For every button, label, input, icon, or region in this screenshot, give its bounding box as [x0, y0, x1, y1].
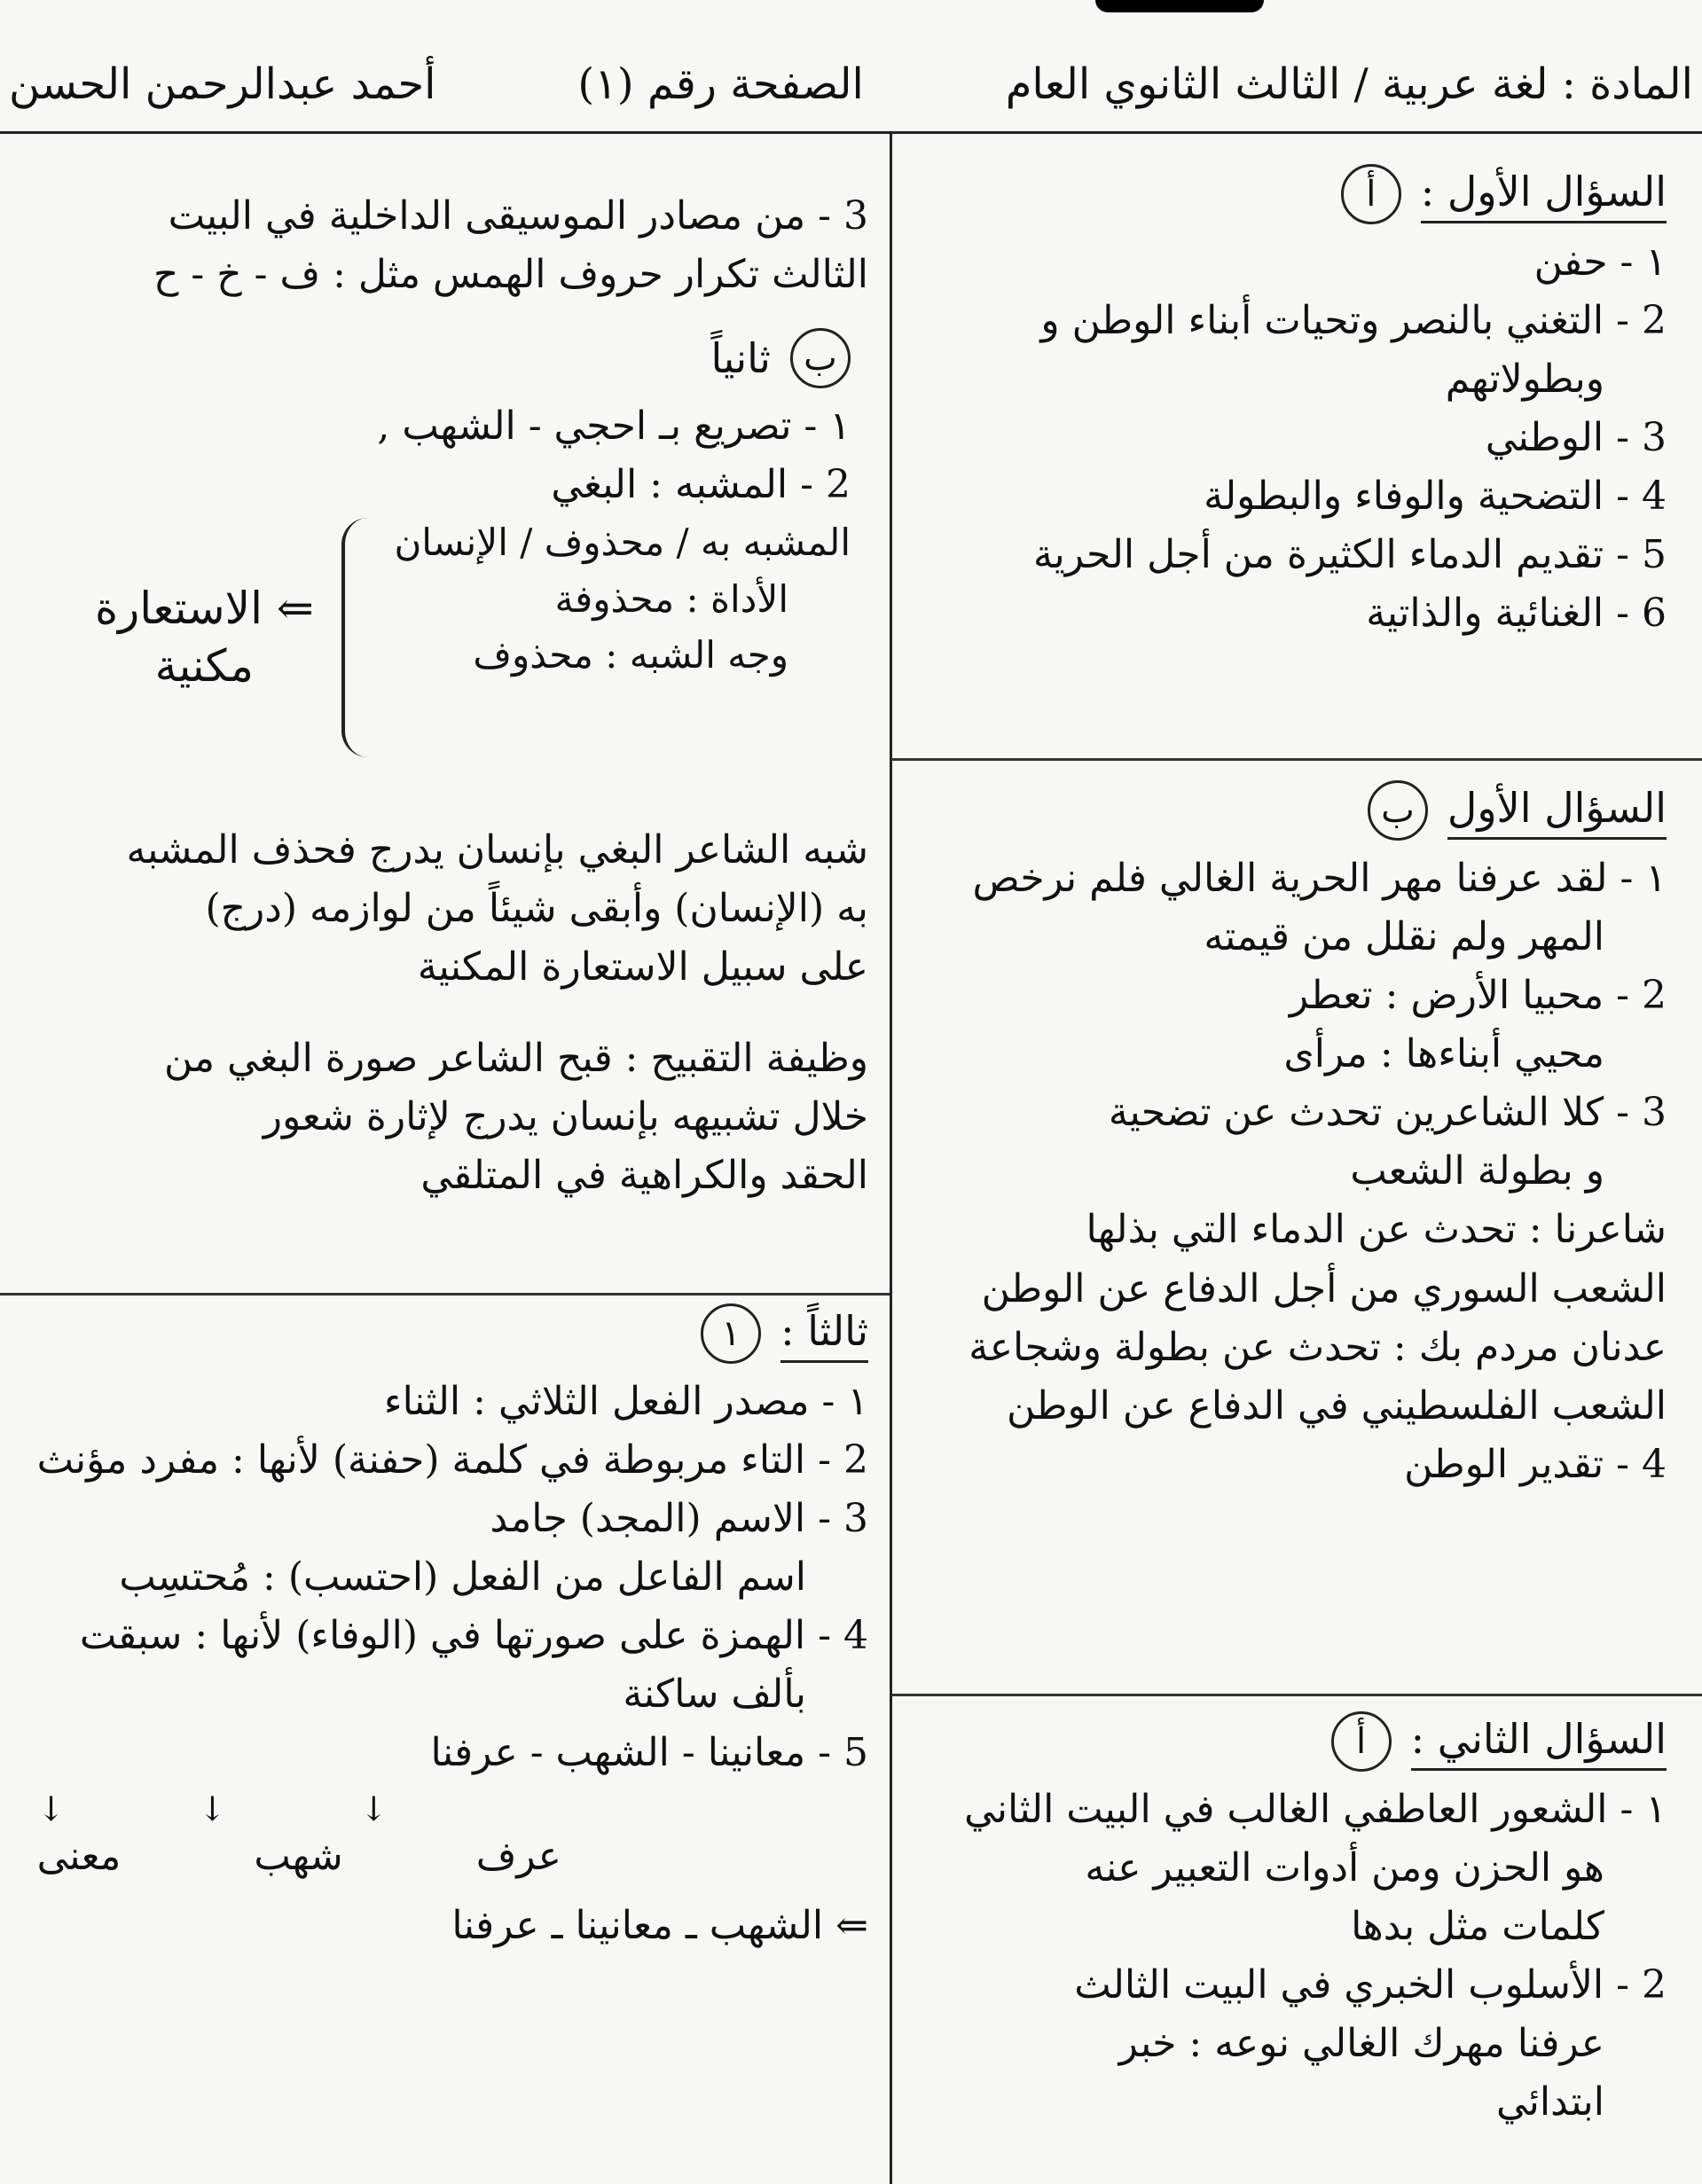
second-b-item: 2 - المشبه : البغي	[551, 462, 851, 508]
metaphor-label: ⇐ الاستعارة مكنية	[94, 583, 314, 693]
right-divider-1	[891, 758, 1702, 761]
header-page: الصفحة رقم (١)	[577, 59, 864, 109]
function-line: خلال تشبيهه بإنسان يدرج لإثارة شعور	[263, 1094, 868, 1140]
third-a-item: اسم الفاعل من الفعل (احتسب) : مُحتسِب	[119, 1554, 806, 1601]
explain-line: على سبيل الاستعارة المكنية	[417, 944, 868, 990]
left-top-item: 3 - من مصادر الموسيقى الداخلية في البيت	[168, 193, 868, 239]
q1a-item: 2 - التغني بالنصر وتحيات أبناء الوطن و	[1040, 298, 1667, 344]
q1a-item: 4 - التضحية والوفاء والبطولة	[1204, 474, 1667, 520]
q1a-item: 5 - تقديم الدماء الكثيرة من أجل الحرية	[1032, 532, 1667, 578]
q1a-item: 3 - الوطني	[1485, 415, 1667, 461]
root-word: معنى	[36, 1833, 122, 1879]
third-a-badge: ١	[701, 1303, 761, 1364]
ink-blot	[1095, 0, 1264, 12]
second-b-title: ثانياً	[710, 333, 771, 382]
q1a-item: وبطولاتهم	[1445, 356, 1604, 403]
third-a-item: بألف ساكنة	[623, 1671, 806, 1718]
sheet-header	[9, 40, 1693, 129]
left-top-item: الثالث تكرار حروف الهمس مثل : ف - خ - ح	[153, 252, 868, 298]
q1b-item: 2 - محبيا الأرض : تعطر	[1289, 973, 1667, 1019]
section-function	[164, 1033, 868, 1209]
q1b-heading	[969, 780, 1667, 841]
q1b-badge: ب	[1368, 780, 1428, 841]
q1a-item: ١ - حفن	[1533, 239, 1667, 285]
q2a-item: ١ - الشعور العاطفي الغالب في البيت الثاني	[964, 1787, 1667, 1832]
q2a-item: هو الحزن ومن أدوات التعبير عنه	[1085, 1845, 1604, 1891]
third-a-item: 5 - معانينا - الشهب - عرفنا	[430, 1730, 868, 1776]
q1a-item: 6 - الغنائية والذاتية	[1366, 591, 1667, 637]
q1a-heading	[1033, 164, 1667, 224]
section-q1b	[969, 780, 1667, 1498]
second-b-item: ١ - تصريع بـ احجي - الشهب ,	[377, 403, 851, 449]
simile-part: وجه الشبه : محذوف	[473, 633, 788, 677]
explain-line: شبه الشاعر البغي بإنسان يدرج فحذف المشبه	[126, 827, 868, 873]
section-explanation	[127, 825, 868, 1000]
simile-breakdown	[94, 518, 851, 693]
section-second-b	[94, 328, 851, 693]
second-b-heading	[377, 328, 851, 388]
function-line: وظيفة التقبيح : قبح الشاعر صورة البغي من	[163, 1036, 868, 1081]
word-roots	[37, 1831, 868, 1883]
q2a-item: كلمات مثل بدها	[1351, 1904, 1604, 1950]
q2a-item: ابتدائي	[1496, 2079, 1604, 2125]
q1b-title: السؤال الأول	[1447, 781, 1667, 840]
root-arrows	[37, 1787, 868, 1831]
q1b-item: ١ - لقد عرفنا مهر الحرية الغالي فلم نرخص	[972, 856, 1667, 901]
q1b-item: الشعب السوري من أجل الدفاع عن الوطن	[981, 1265, 1667, 1311]
third-a-heading	[37, 1303, 868, 1364]
root-word: شهب	[254, 1833, 343, 1879]
left-divider-1	[0, 1293, 890, 1296]
simile-part: الأداة : محذوفة	[554, 576, 788, 621]
q2a-title: السؤال الثاني :	[1411, 1712, 1667, 1771]
arrow-glyph: ↓	[359, 1789, 388, 1828]
q1b-item: الشعب الفلسطيني في الدفاع عن الوطن	[1006, 1382, 1667, 1429]
q1b-item: محيي أبناءها : مرأى	[1283, 1031, 1604, 1077]
q1b-item: المهر ولم نقلل من قيمته	[1204, 914, 1604, 960]
second-b-badge: ب	[790, 328, 851, 388]
q2a-item: عرفنا مهرك الغالي نوعه : خبر	[1118, 2021, 1604, 2067]
third-a-item: 3 - الاسم (المجد) جامد	[490, 1496, 868, 1542]
q1b-item: 4 - تقدير الوطن	[1404, 1441, 1667, 1487]
function-line: الحقد والكراهية في المتلقي	[420, 1153, 868, 1199]
q2a-item: 2 - الأسلوب الخبري في البيت الثالث	[1074, 1962, 1667, 2008]
arrow-glyph: ↓	[198, 1789, 227, 1828]
arrow-glyph: ↓	[36, 1789, 66, 1828]
column-divider	[890, 133, 892, 2184]
right-divider-2	[891, 1694, 1702, 1696]
q1b-item: شاعرنا : تحدث عن الدماء التي بذلها	[1086, 1207, 1667, 1253]
third-a-item: ١ - مصدر الفعل الثلاثي : الثناء	[383, 1379, 868, 1424]
curly-brace	[341, 518, 380, 757]
third-a-title: ثالثاً :	[780, 1304, 868, 1363]
section-q1a	[1033, 164, 1667, 647]
root-word: عرف	[475, 1833, 561, 1879]
q1b-item: 3 - كلا الشاعرين تحدث عن تضحية	[1108, 1090, 1667, 1136]
header-divider	[0, 131, 1702, 134]
q1b-item: عدنان مردم بك : تحدث عن بطولة وشجاعة	[969, 1324, 1667, 1370]
section-q2a	[964, 1711, 1667, 2135]
third-a-item: 4 - الهمزة على صورتها في (الوفاء) لأنها : سبقت	[79, 1613, 868, 1659]
third-a-item: 2 - التاء مربوطة في كلمة (حفنة) لأنها : مفرد مؤنث	[36, 1437, 868, 1483]
simile-part: المشبه به / محذوف / الإنسان	[394, 521, 851, 565]
section-third-a	[37, 1303, 868, 1959]
q1a-badge: أ	[1341, 164, 1401, 224]
explain-line: به (الإنسان) وأبقى شيئاً من لوازمه (درج)	[205, 886, 868, 932]
section-left-top	[153, 191, 868, 308]
q2a-heading	[964, 1711, 1667, 1772]
third-a-result: ⇐ الشهب ـ معانينا ـ عرفنا	[451, 1902, 868, 1948]
q1a-title: السؤال الأول :	[1421, 165, 1667, 223]
q1b-item: و بطولة الشعب	[1350, 1148, 1604, 1194]
header-subject: المادة : لغة عربية / الثالث الثانوي العام	[1005, 59, 1693, 109]
header-student: أحمد عبدالرحمن الحسن	[9, 59, 436, 109]
q2a-badge: أ	[1331, 1711, 1392, 1772]
